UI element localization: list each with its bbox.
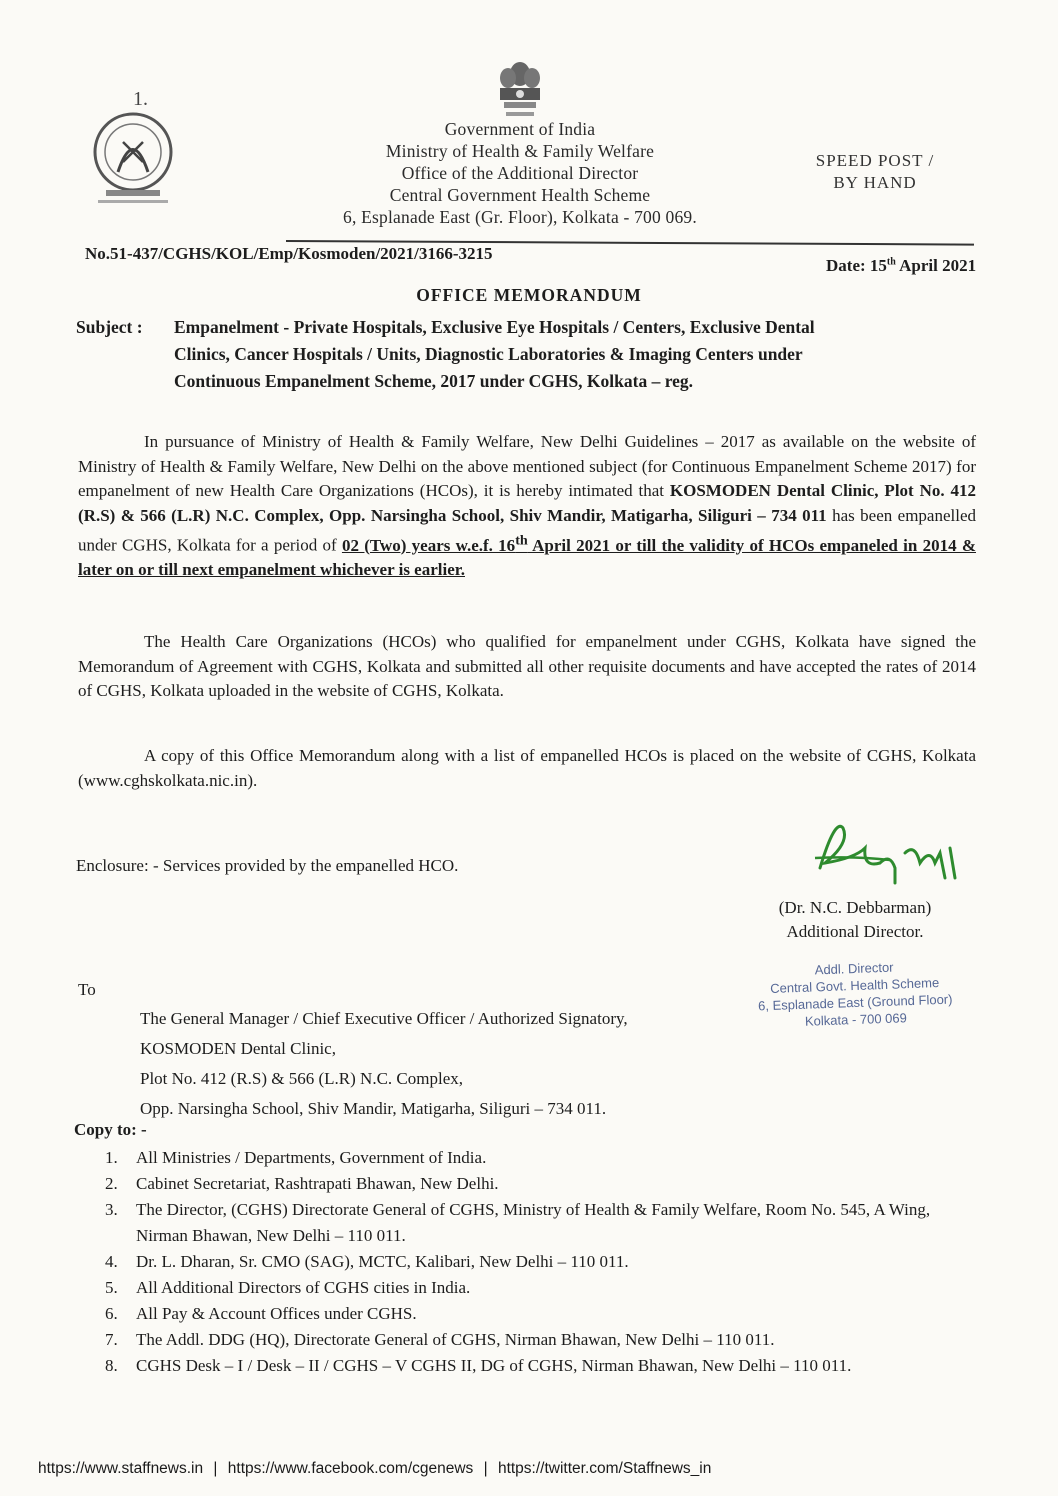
list-item: 3. The Director, (CGHS) Directorate General of CGHS, Ministry of Health & Family Welfare, Room No. 545, A Wing, Nirman Bhawan, New Delhi – 110 011. [105,1200,931,1245]
official-stamp: Addl. Director Central Govt. Health Scheme 6, Esplanade East (Ground Floor) Kolkata - 700 069 [757,959,953,1029]
office-address-block [300,118,740,228]
to-label: To [78,980,96,999]
subject-block: Subject : Empanelment - Private Hospitals, Exclusive Eye Hospitals / Centers, Exclusive Dental Clinics, Cancer Hospitals / Units, Diagnostic Laboratories & Imaging Centers under Continuous Empanelment Scheme, 2017 under CGHS, Kolkata – reg. [76,314,980,395]
enclosure-note: Enclosure: - Services provided by the empanelled HCO. [76,856,459,875]
footer-links: https://www.staffnews.in | https://www.facebook.com/cgenews | https://twitter.com/Staffnews_in [38,1460,712,1477]
address-line: Government of India [444,119,596,139]
footer-link-facebook[interactable]: https://www.facebook.com/cgenews [227,1460,474,1477]
paragraph-empanelment: In pursuance of Ministry of Health & Family Welfare, New Delhi Guidelines – 2017 as available on the website of Ministry of Health & Family Welfare, New Delhi on the above mentioned subject (for Continuous Empanelment Scheme 2017) for empanelment of new Health Care Organizations (HCOs), it is hereby intimated that KOSMODEN Dental Clinic, Plot No. 412 (R.S) & 566 (L.R) N.C. Complex, Opp. Narsingha School, Shiv Mandir, Matigarha, Siliguri – 734 011 has been empanelled under CGHS, Kolkata for a period of 02 (Two) years w.e.f. 16th April 2021 or till the validity of HCOs empaneled in 2014 & later on or till next empanelment whichever is earlier. [78,432,976,580]
list-item: 1. All Ministries / Departments, Government of India. [105,1148,487,1167]
paragraph-website: A copy of this Office Memorandum along with a list of empanelled HCOs is placed on the website of CGHS, Kolkata (www.cghskolkata.nic.in). [78,746,976,790]
empanelment-period: 02 (Two) years w.e.f. 16th April 2021 or till the validity of HCOs empaneled in 2014 & later on or till next empanelment whichever is earlier. [78,532,976,580]
hco-name-address: KOSMODEN Dental Clinic, Plot No. 412 (R.S) & 566 (L.R) N.C. Complex, Opp. Narsingha School, Shiv Mandir, Matigarha, Siliguri – 734 011 [78,481,976,525]
memo-title: OFFICE MEMORANDUM [416,285,642,305]
footer-link-staffnews[interactable]: https://www.staffnews.in [38,1460,204,1477]
memo-date: Date: 15th April 2021 [826,256,977,275]
copy-to-list [105,1145,965,1379]
recipient-address: The General Manager / Chief Executive Officer / Authorized Signatory, KOSMODEN Dental Clinic, Plot No. 412 (R.S) & 566 (L.R) N.C. Complex, Opp. Narsingha School, Shiv Mandir, Matigarha, Siliguri – 734 011. [140,1009,628,1118]
list-item: 7. The Addl. DDG (HQ), Directorate General of CGHS, Nirman Bhawan, New Delhi – 110 011. [105,1330,775,1349]
signatory-designation: Additional Director. [786,922,924,941]
copy-to-label: Copy to: - [74,1120,147,1139]
cghs-logo-icon [78,102,188,212]
paragraph-agreement: The Health Care Organizations (HCOs) who qualified for empanelment under CGHS, Kolkata have signed the Memorandum of Agreement with CGHS, Kolkata and submitted all other requisite documents and have accepted the rates of 2014 of CGHS, Kolkata uploaded in the website of CGHS, Kolkata. [78,632,976,700]
signatory-block [740,896,970,944]
address-line: Office of the Additional Director [401,163,639,183]
reference-number: No.51-437/CGHS/KOL/Emp/Kosmoden/2021/3166-3215 [85,244,493,263]
list-item: 8. CGHS Desk – I / Desk – II / CGHS – V CGHS II, DG of CGHS, Nirman Bhawan, New Delhi – 110 011. [105,1356,852,1375]
signature-icon [795,808,970,898]
address-line: 6, Esplanade East (Gr. Floor), Kolkata - 700 069. [343,207,697,227]
list-item: 5. All Additional Directors of CGHS cities in India. [105,1278,471,1297]
list-item: 6. All Pay & Account Offices under CGHS. [105,1304,417,1323]
page-number: 1. [133,88,148,110]
delivery-mode: SPEED POST / BY HAND [815,151,935,192]
address-line: Central Government Health Scheme [389,185,651,205]
signatory-name: (Dr. N.C. Debbarman) [778,898,932,917]
national-emblem-icon [490,56,550,126]
list-item: 2. Cabinet Secretariat, Rashtrapati Bhawan, New Delhi. [105,1174,499,1193]
address-line: Ministry of Health & Family Welfare [385,141,655,161]
list-item: 4. Dr. L. Dharan, Sr. CMO (SAG), MCTC, Kalibari, New Delhi – 110 011. [105,1252,629,1271]
subject-label: Subject : [76,317,143,337]
footer-link-twitter[interactable]: https://twitter.com/Staffnews_in [497,1460,712,1477]
